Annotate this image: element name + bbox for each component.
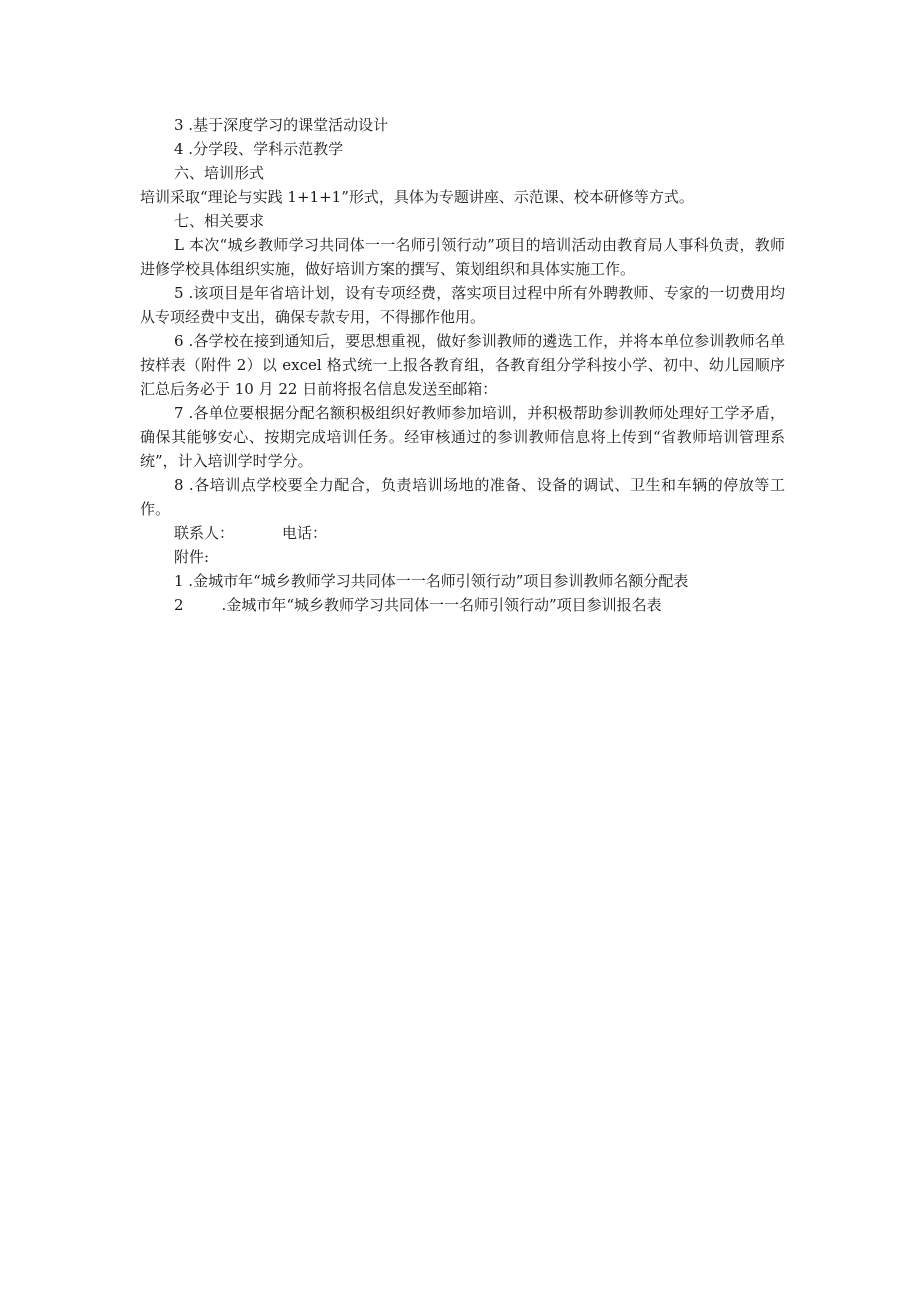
- document-body: [140, 113, 785, 617]
- phone-label: 电话：: [282, 524, 328, 542]
- requirement-7: 7 .各单位要根据分配名额积极组织好教师参加培训，并积极帮助参训教师处理好工学矛盾，确保其能够安心、按期完成培训任务。经审核通过的参训教师信息将上传到“省教师培训管理系统”，计入培训学时学分。: [140, 404, 785, 470]
- requirement-5: 5 .该项目是年省培计划，设有专项经费，落实项目过程中所有外聘教师、专家的一切费用均从专项经费中支出，确保专款专用，不得挪作他用。: [140, 284, 785, 326]
- requirement-1: L 本次“城乡教师学习共同体一一名师引领行动”项目的培训活动由教育局人事科负责，教师进修学校具体组织实施，做好培训方案的撰写、策划组织和具体实施工作。: [140, 236, 785, 278]
- attachment-2-number: 2: [174, 596, 184, 614]
- list-item-4: 4 .分学段、学科示范教学: [174, 140, 344, 158]
- list-item-3: 3 .基于深度学习的课堂活动设计: [174, 116, 389, 134]
- contact-line: [140, 521, 785, 545]
- requirement-8: 8 .各培训点学校要全力配合，负责培训场地的准备、设备的调试、卫生和车辆的停放等工作。: [140, 476, 785, 518]
- attachment-2-text: .金城市年“城乡教师学习共同体一一名师引领行动”项目参训报名表: [221, 596, 662, 614]
- attachment-2: [140, 593, 785, 617]
- contact-label: 联系人：: [174, 524, 235, 542]
- attachments-label: 附件:: [174, 548, 210, 566]
- requirement-6: 6 .各学校在接到通知后，要思想重视，做好参训教师的遴选工作，并将本单位参训教师名单按样表（附件 2）以 excel 格式统一上报各教育组，各教育组分学科按小学、初中、幼儿园顺序汇总后务必于 10 月 22 日前将报名信息发送至邮箱：: [140, 332, 785, 398]
- section-7-heading: 七、相关要求: [174, 212, 265, 230]
- section-6-body: 培训采取“理论与实践 1+1+1”形式，具体为专题讲座、示范课、校本研修等方式。: [140, 188, 694, 206]
- attachment-1: 1 .金城市年“城乡教师学习共同体一一名师引领行动”项目参训教师名额分配表: [174, 572, 689, 590]
- section-6-heading: 六、培训形式: [174, 164, 265, 182]
